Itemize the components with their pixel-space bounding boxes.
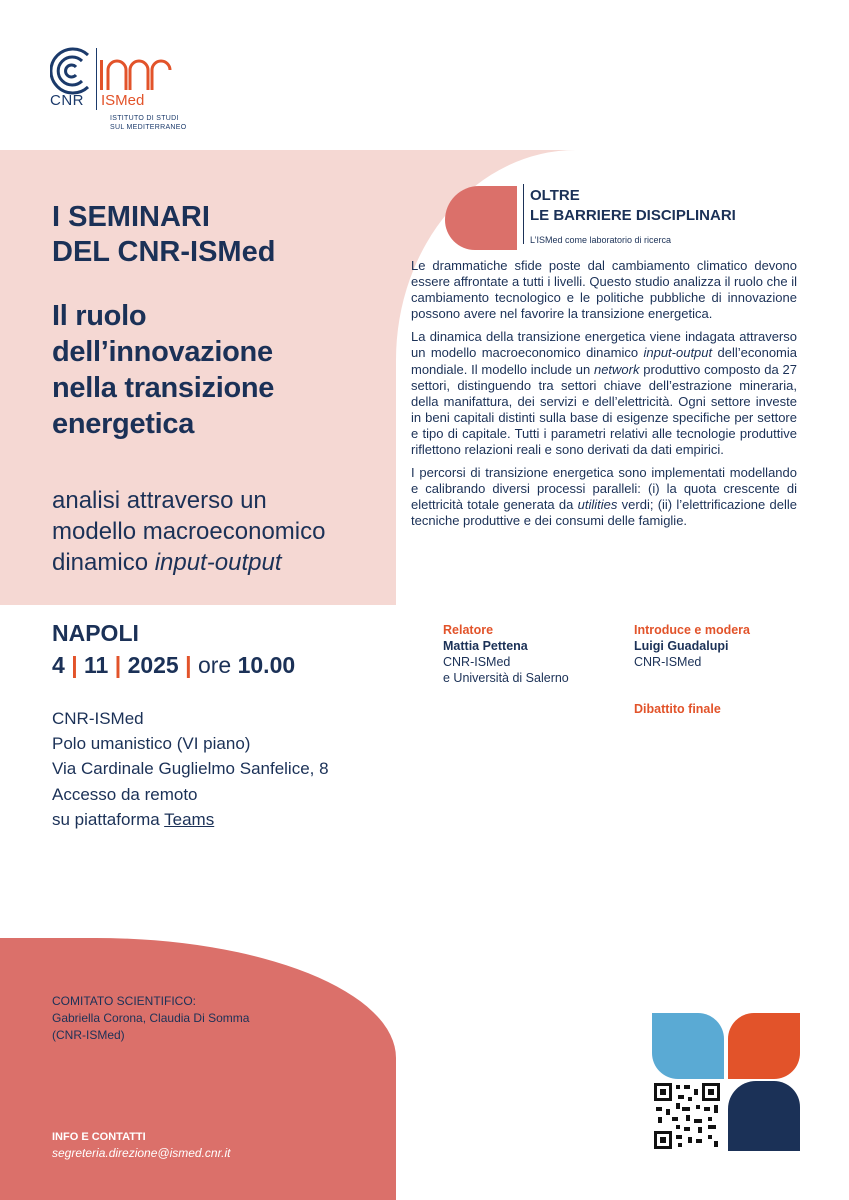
subtitle-line: analisi attraverso un [52, 487, 267, 514]
speaker-relatore [443, 622, 569, 686]
badge-heading-line: LE BARRIERE DISCIPLINARI [530, 207, 736, 224]
abstract-paragraph [411, 465, 797, 529]
speaker-affiliation: CNR-ISMed [443, 655, 511, 669]
venue-line: Polo umanistico (VI piano) [52, 734, 251, 753]
date-separator: | [185, 652, 192, 678]
logo-divider [96, 48, 97, 110]
event-time-label: ore [197, 652, 232, 678]
abstract-text-run: I percorsi di transizione energetica sono implementati modellando e calibrando diversi processi paralleli: (i) la quota crescente di elettricità totale generata da [411, 465, 797, 513]
committee-names: Gabriella Corona, Claudia Di Somma [52, 1011, 250, 1025]
committee-label: COMITATO SCIENTIFICO: [52, 994, 196, 1008]
blue-shape-icon [652, 1013, 724, 1079]
teams-link[interactable]: Teams [164, 810, 215, 829]
logo-subtitle-line: SUL MEDITERRANEO [110, 124, 187, 131]
subtitle-line: modello macroeconomico [52, 518, 326, 545]
venue-line: Via Cardinale Guglielmo Sanfelice, 8 [52, 759, 329, 778]
title-line: dell’innovazione [52, 336, 273, 368]
contact-email-link[interactable]: segreteria.direzione@ismed.cnr.it [52, 1146, 231, 1160]
subtitle-plain: dinamico [52, 549, 155, 576]
footer-salmon-panel [0, 938, 396, 1200]
closing-debate: Dibattito finale [634, 702, 721, 716]
abstract-text [411, 258, 797, 537]
abstract-text-run: dell’economia mondiale. Il modello include un [411, 345, 797, 377]
logo-subtitle-line: ISTITUTO DI STUDI [110, 115, 179, 122]
venue-address [52, 706, 329, 781]
remote-line [52, 807, 214, 832]
logo-subtitle [110, 114, 187, 132]
badge-heading-line: OLTRE [530, 187, 580, 204]
orange-shape-icon [728, 1013, 800, 1079]
abstract-paragraph: Le drammatiche sfide poste dal cambiamento climatico devono essere affrontate a tutti i livelli. Questo studio analizza il ruolo che il cambiamento tecnologico e le politiche pubbliche di innovazione possono avere nel favorire la transizione energetica. [411, 258, 797, 322]
contacts-label: INFO E CONTATTI [52, 1131, 146, 1143]
title-line: nella transizione [52, 372, 275, 404]
scientific-committee [52, 993, 249, 1044]
abstract-text-run: verdi; (ii) l’elettrificazione delle tecniche produttive e dei consumi delle famiglie. [411, 497, 797, 529]
page-title [52, 298, 274, 442]
speaker-name: Luigi Guadalupi [634, 639, 729, 653]
venue-line: CNR-ISMed [52, 709, 144, 728]
speaker-role: Relatore [443, 623, 494, 637]
title-line: energetica [52, 408, 195, 440]
event-city: NAPOLI [52, 620, 139, 646]
speaker-role: Introduce e modera [634, 623, 750, 637]
remote-access [52, 782, 214, 832]
series-title-line: I SEMINARI [52, 201, 210, 233]
date-separator: | [114, 652, 122, 678]
date-separator: | [71, 652, 78, 678]
series-badge-tagline: L’ISMed come laboratorio di ricerca [530, 235, 672, 245]
abstract-text-run: La dinamica della transizione energetica viene indagata attraverso un modello macroeconomico dinamico [411, 329, 797, 361]
navy-shape-icon [728, 1081, 800, 1151]
subtitle-italic: input-output [154, 549, 282, 576]
event-time: 10.00 [237, 652, 296, 678]
logo-ismed-text: ISMed [101, 92, 145, 109]
qr-code-graphic[interactable] [652, 1013, 800, 1151]
series-title-line: DEL CNR-ISMed [52, 236, 276, 268]
logo-cnr-text: CNR [50, 92, 84, 109]
speaker-affiliation: CNR-ISMed [634, 655, 702, 669]
subtitle [52, 485, 325, 578]
series-badge-heading [530, 186, 736, 226]
committee-affiliation: (CNR-ISMed) [52, 1028, 125, 1042]
abstract-italic: network [593, 361, 640, 377]
event-day: 4 [52, 652, 65, 678]
event-month: 11 [84, 652, 109, 678]
series-badge-icon [445, 186, 517, 250]
speaker-affiliation: e Università di Salerno [443, 671, 569, 685]
remote-line: Accesso da remoto [52, 785, 198, 804]
series-title [52, 200, 275, 270]
abstract-italic: utilities [577, 497, 618, 513]
abstract-italic: input-output [643, 345, 713, 361]
subtitle-line [52, 547, 325, 578]
event-year: 2025 [127, 652, 179, 678]
title-line: Il ruolo [52, 300, 147, 332]
speaker-name: Mattia Pettena [443, 639, 528, 653]
speaker-moderatore [634, 622, 750, 670]
event-date [52, 652, 295, 679]
abstract-text-run: produttivo composto da 27 settori, distinguendo tra settori chiave dell’estrazione mineraria, della manifattura, dei servizi e dell’elettricità. Ogni settore investe in beni capitali distinti sulla base di esigenze specifiche per settore e tipo di capitale. Tutti i parametri relativi alle tecnologie produttive riflettono relazioni reali e sono derivati da dati empirici. [411, 361, 797, 458]
badge-divider [523, 184, 524, 244]
qr-code-icon [652, 1081, 722, 1151]
abstract-paragraph [411, 329, 797, 458]
remote-platform-text: su piattaforma [52, 810, 165, 829]
